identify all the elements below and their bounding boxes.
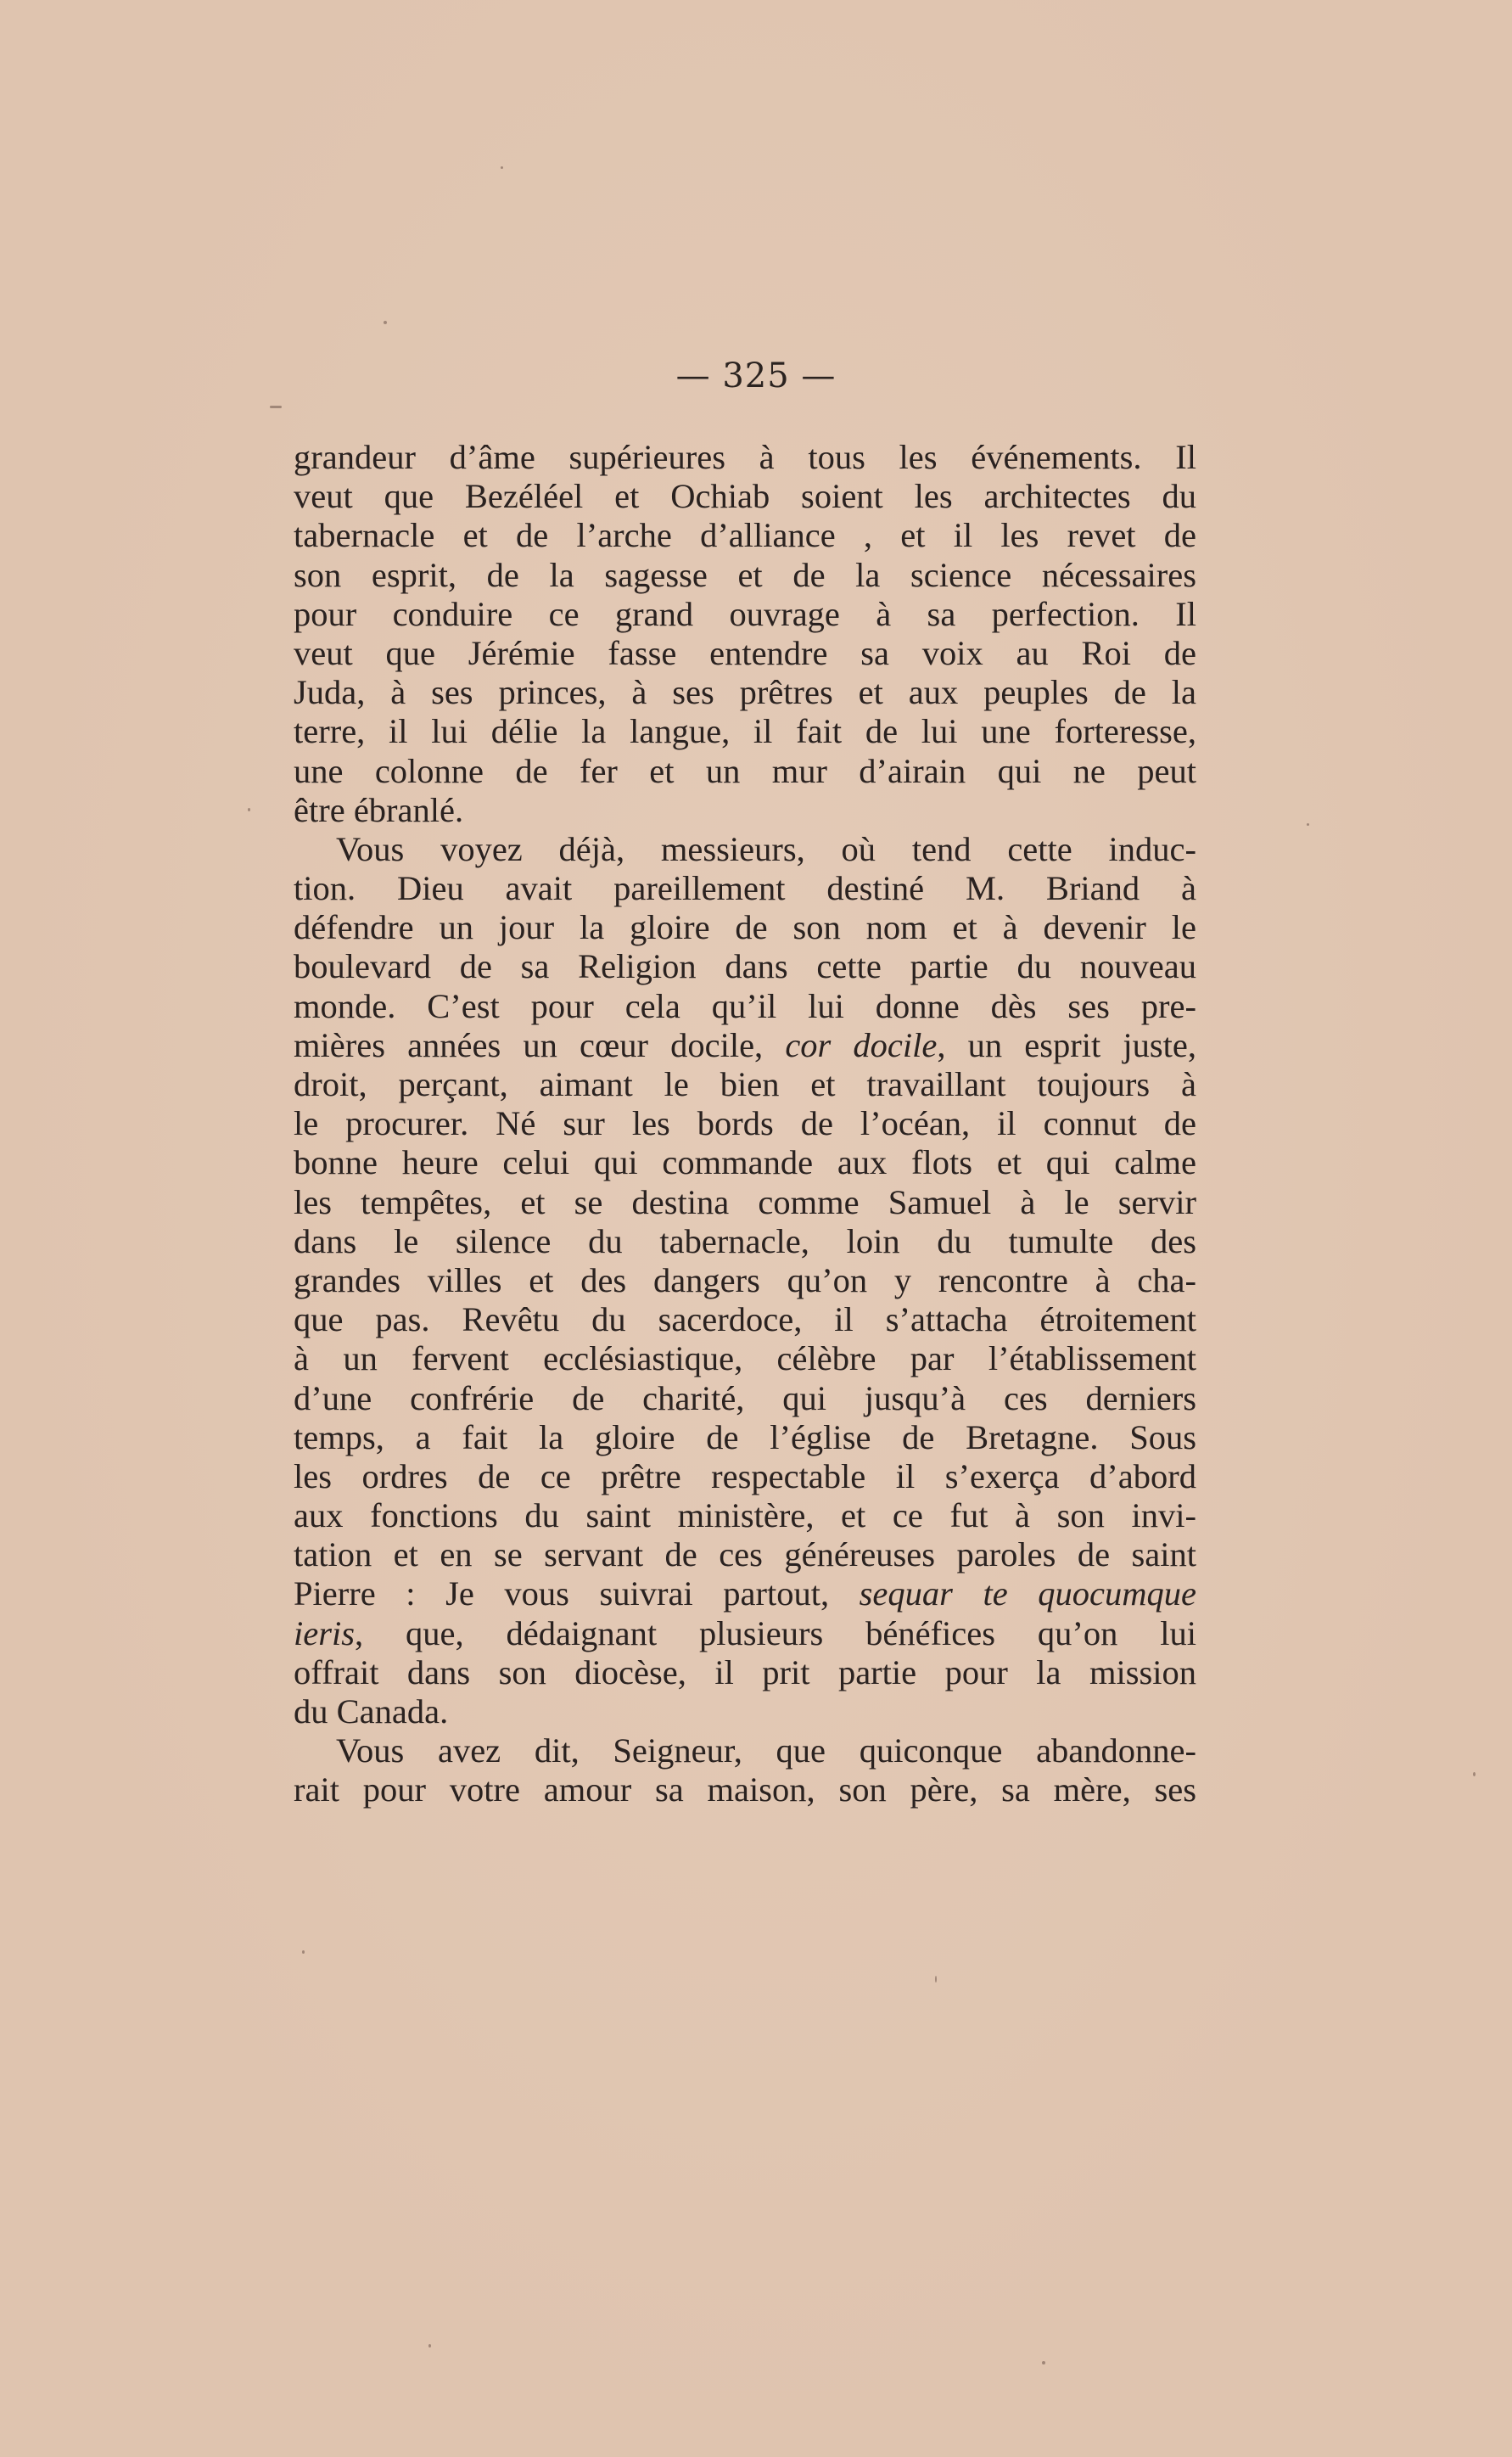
text-line: tation et en se servant de ces généreuses paroles de saint [294,1535,1196,1574]
ink-speck [1307,823,1309,826]
text-line: à un fervent ecclésiastique, célèbre par l’établissement [294,1339,1196,1378]
text-line: droit, perçant, aimant le bien et travaillant toujours à [294,1065,1196,1103]
text-line: terre, il lui délie la langue, il fait de lui une forteresse, [294,712,1196,751]
text-line: tabernacle et de l’arche d’alliance , et il les revet de [294,516,1196,555]
text-line: que pas. Revêtu du sacerdoce, il s’attacha étroitement [294,1300,1196,1339]
ink-speck [248,808,250,811]
text-line: le procurer. Né sur les bords de l’océan, il connut de [294,1104,1196,1143]
text-line: grandeur d’âme supérieures à tous les événements. Il [294,438,1196,476]
text-line: Vous voyez déjà, messieurs, où tend cette induc- [336,829,1196,868]
text-line: temps, a fait la gloire de l’église de Bretagne. Sous [294,1417,1196,1456]
paragraph [294,438,1196,830]
latin-quote: cor docile [785,1025,938,1064]
text-line: monde. C’est pour cela qu’il lui donne dès ses pre- [294,986,1196,1025]
ink-speck [1473,1772,1476,1776]
ink-speck [384,321,387,324]
text-line: mières années un cœur docile, cor docile, un esprit juste, [294,1025,1196,1064]
text-line: Juda, à ses princes, à ses prêtres et aux peuples de la [294,673,1196,712]
page-number: — 325 — [675,356,837,395]
text-line: grandes villes et des dangers qu’on y rencontre à cha- [294,1260,1196,1299]
text-line: aux fonctions du saint ministère, et ce fut à son invi- [294,1496,1196,1535]
text-line: boulevard de sa Religion dans cette partie du nouveau [294,947,1196,986]
text-line: Vous avez dit, Seigneur, que quiconque abandonne- [336,1731,1196,1770]
ink-speck [501,166,503,169]
text-line: défendre un jour la gloire de son nom et à devenir le [294,908,1196,947]
ink-speck [428,2344,431,2348]
text-line: du Canada. [294,1692,449,1731]
latin-quote: ieris [294,1613,356,1652]
text-line: dans le silence du tabernacle, loin du tumulte des [294,1221,1196,1260]
text-line: offrait dans son diocèse, il prit partie pour la mission [294,1652,1196,1691]
text-line: veut que Bezéléel et Ochiab soient les architectes du [294,477,1196,516]
latin-quote: sequar te quocumque [859,1574,1196,1613]
ink-speck [935,1976,937,1983]
text-line: les tempêtes, et se destina comme Samuel à le servir [294,1182,1196,1221]
text-line: les ordres de ce prêtre respectable il s’exerça d’abord [294,1456,1196,1495]
ink-speck [270,406,282,408]
ink-speck [302,1950,305,1954]
text-line: être ébranlé. [294,790,464,829]
text-line: veut que Jérémie fasse entendre sa voix au Roi de [294,633,1196,672]
body-text [294,438,1196,1810]
text-line: pour conduire ce grand ouvrage à sa perfection. Il [294,594,1196,633]
text-line: d’une confrérie de charité, qui jusqu’à ces derniers [294,1378,1196,1417]
text-line: bonne heure celui qui commande aux flots et qui calme [294,1143,1196,1182]
text-line: son esprit, de la sagesse et de la science nécessaires [294,555,1196,594]
text-line: Pierre : Je vous suivrai partout, sequar te quocumque [294,1574,1196,1613]
text-line: rait pour votre amour sa maison, son père, sa mère, ses [294,1770,1196,1809]
text-line: tion. Dieu avait pareillement destiné M. Briand à [294,869,1196,908]
ink-speck [1042,2361,1045,2364]
text-line: ieris, que, dédaignant plusieurs bénéfices qu’on lui [294,1613,1196,1652]
paragraph [294,830,1196,1731]
paragraph [294,1731,1196,1809]
text-line: une colonne de fer et un mur d’airain qui ne peut [294,751,1196,790]
